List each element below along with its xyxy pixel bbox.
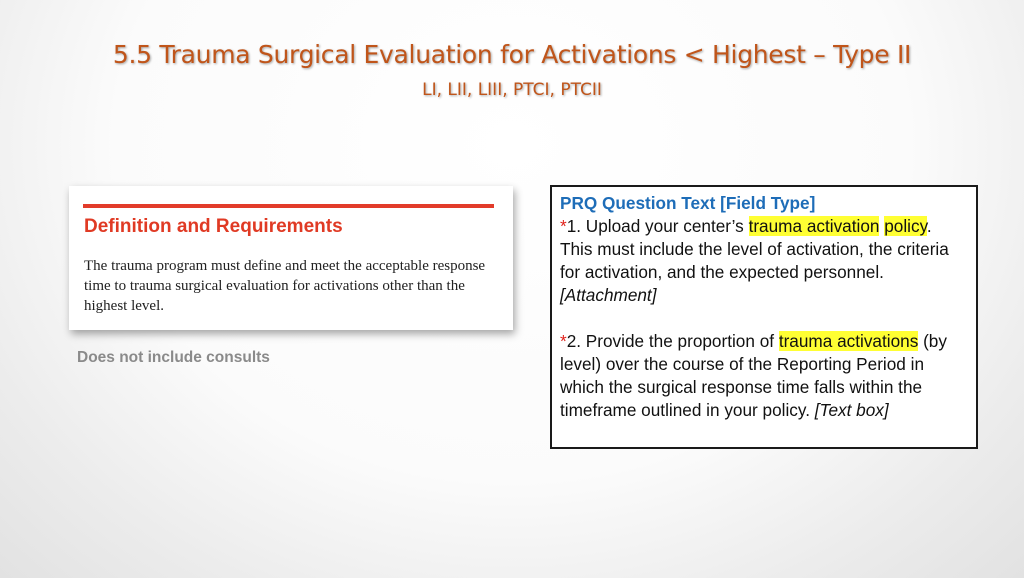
definition-card xyxy=(69,186,513,330)
required-asterisk: * xyxy=(560,331,567,351)
q1-prefix: 1. Upload your center’s xyxy=(566,216,749,236)
prq-heading: PRQ Question Text xyxy=(560,193,716,213)
prq-question-1 xyxy=(560,215,968,307)
prq-question-box xyxy=(550,185,978,449)
card-accent-bar xyxy=(83,204,494,208)
slide-title: 5.5 Trauma Surgical Evaluation for Activations < Highest – Type II xyxy=(112,40,912,69)
prq-field-type-label: [Field Type] xyxy=(720,193,816,213)
q2-rest: (by level) over the course of the Reporting Period in which the surgical response time falls within the timeframe outlined in your policy. xyxy=(560,331,947,420)
definition-heading: Definition and Requirements xyxy=(84,216,343,237)
q2-field-type: [Text box] xyxy=(814,400,889,420)
prq-question-2 xyxy=(560,330,968,422)
q1-field-type: [Attachment] xyxy=(560,285,657,305)
prq-heading-line xyxy=(560,192,968,215)
q2-prefix: 2. Provide the proportion of xyxy=(566,331,779,351)
slide-subtitle: LI, LII, LIII, PTCI, PTCII xyxy=(422,80,602,100)
q1-highlight-a: trauma activation xyxy=(748,216,880,236)
q1-rest: . This must include the level of activation, the criteria for activation, and the expected personnel. xyxy=(560,216,949,282)
definition-body: The trauma program must define and meet the acceptable response time to trauma surgical evaluation for activations other than the highest level. xyxy=(84,258,486,314)
consults-note: Does not include consults xyxy=(77,349,270,366)
q2-highlight: trauma activations xyxy=(778,331,919,351)
required-asterisk: * xyxy=(560,216,567,236)
q1-highlight-b: policy xyxy=(884,216,927,236)
spacer xyxy=(560,307,968,330)
